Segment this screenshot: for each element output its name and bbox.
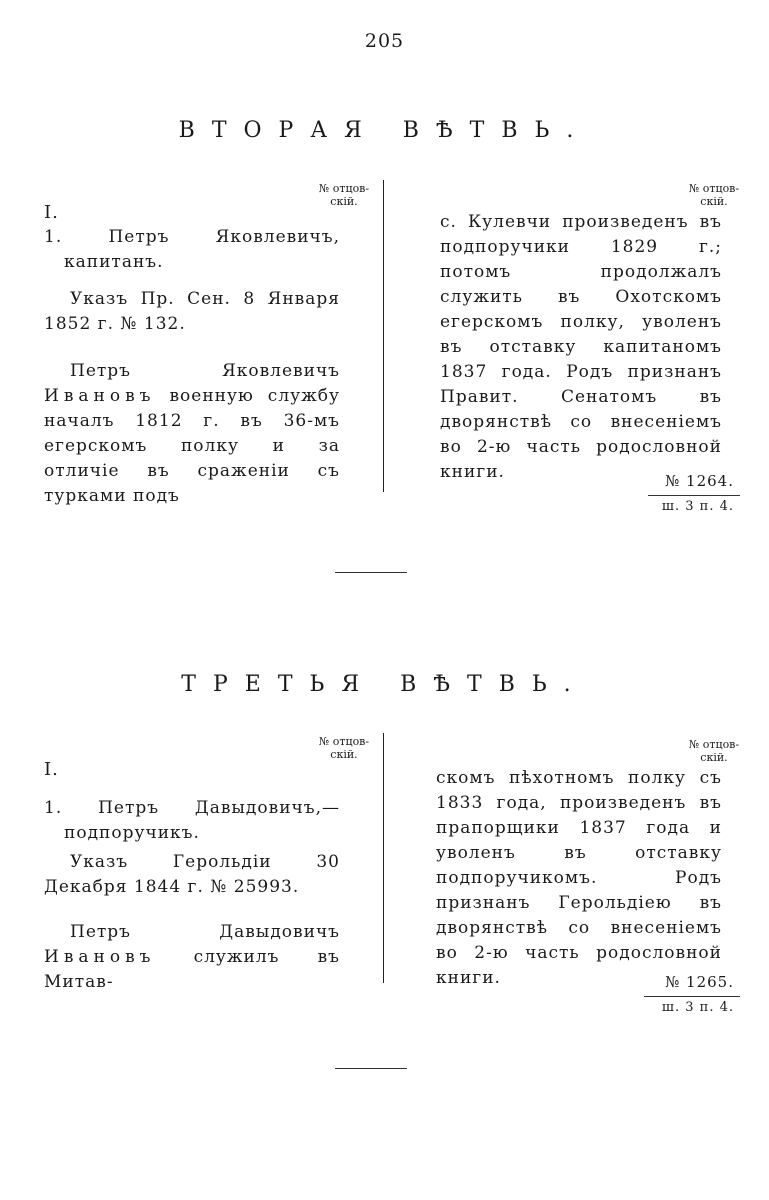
- reference-location: ш. 3 п. 4.: [661, 499, 734, 514]
- section-separator: [335, 1068, 407, 1069]
- column-label-right: [688, 182, 740, 208]
- continuation-text: с. Кулевчи произведенъ въ подпоручики 1829 г.; потомъ продолжалъ служить въ Охотскомъ егерскомъ полку, уволенъ въ отставку капитаномъ 1837 года. Родъ признанъ Правит. Сенатомъ въ дворянствѣ со внесеніемъ во 2-ю часть родословной книги.: [440, 212, 722, 482]
- column-divider: [383, 180, 384, 492]
- bio-surname: Ивановъ: [44, 386, 156, 406]
- bio-text: военную службу началъ 1812 г. въ 36-мъ егерскомъ полку и за отличіе въ сраженіи съ турками подъ: [44, 386, 341, 506]
- bio-name: Петръ Давыдовичъ: [70, 922, 340, 942]
- entry-number: 1.: [44, 798, 63, 818]
- continuation-text: скомъ пѣхотномъ полку съ 1833 года, произведенъ въ прапорщики 1837 года и уволенъ въ отставку подпоручикомъ. Родъ признанъ Герольдіею въ дворянствѣ со внесеніемъ во 2-ю часть родословной книги.: [436, 768, 722, 988]
- biography-text: [44, 920, 340, 995]
- reference-number: № 1264.: [665, 472, 734, 490]
- right-column: [440, 210, 722, 485]
- right-column: [436, 766, 722, 991]
- reference-location: ш. 3 п. 4.: [661, 1000, 734, 1015]
- column-label-line1: № отцов-: [688, 182, 740, 195]
- left-column: [44, 757, 340, 995]
- entry-heading: [44, 225, 340, 275]
- reference-underline: [644, 996, 740, 997]
- reference-underline: [648, 495, 740, 496]
- column-label-line1: № отцов-: [688, 738, 740, 751]
- column-label-right: [688, 738, 740, 764]
- column-label-line1: № отцов-: [318, 182, 370, 195]
- section-title: ТРЕТЬЯ ВѢТВЬ.: [181, 672, 588, 697]
- page-number: 205: [364, 30, 405, 52]
- roman-numeral: I.: [44, 202, 59, 223]
- column-label-line2: скій.: [700, 195, 728, 208]
- roman-numeral: I.: [44, 759, 59, 780]
- column-label-line1: № отцов-: [318, 735, 370, 748]
- column-label-line2: скій.: [700, 751, 728, 764]
- entry-heading: [44, 796, 340, 846]
- section-title: ВТОРАЯ ВѢТВЬ.: [178, 118, 591, 143]
- decree-text: Указъ Пр. Сен. 8 Января 1852 г. № 132.: [44, 289, 340, 334]
- bio-surname: Ивановъ: [44, 947, 156, 967]
- biography-text: [44, 359, 340, 509]
- column-label-line2: скій.: [330, 195, 358, 208]
- bio-name: Петръ Яковлевичъ: [70, 361, 340, 381]
- bio-text: служилъ въ Митав-: [44, 947, 340, 992]
- entry-name: Петръ Яковлевичъ, капитанъ.: [64, 227, 340, 272]
- column-divider: [383, 733, 384, 983]
- column-label-line2: скій.: [330, 748, 358, 761]
- entry-name: Петръ Давыдовичъ,—подпоручикъ.: [64, 798, 340, 843]
- left-column: [44, 200, 340, 509]
- decree-text: Указъ Герольдіи 30 Декабря 1844 г. № 25993.: [44, 852, 340, 897]
- reference-number: № 1265.: [665, 973, 734, 991]
- entry-number: 1.: [44, 227, 63, 247]
- section-separator: [335, 572, 407, 573]
